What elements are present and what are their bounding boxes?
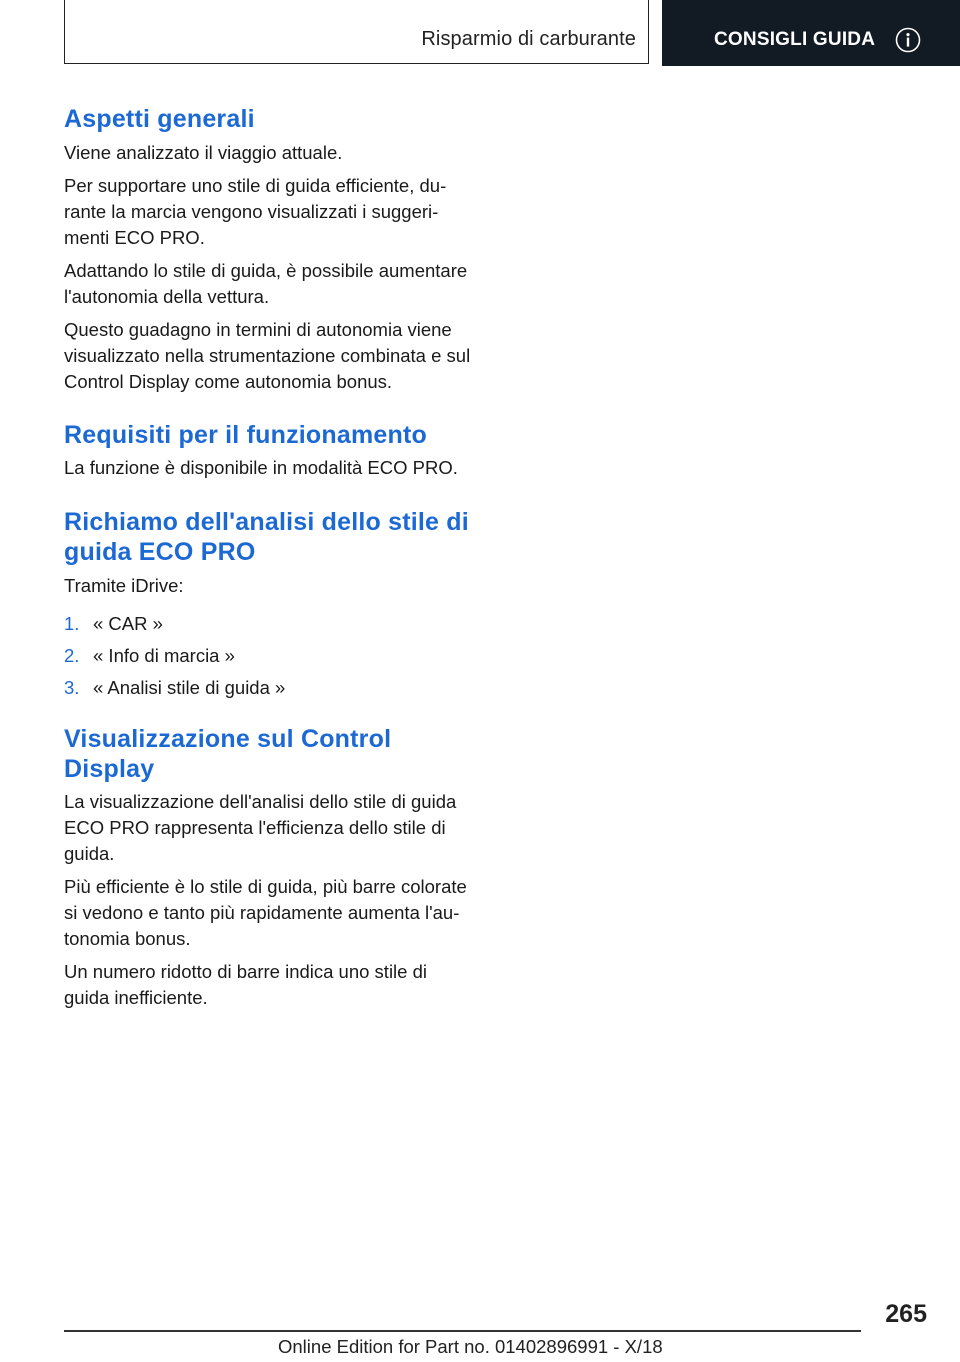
header-chapter-box bbox=[662, 0, 960, 66]
list-item bbox=[64, 675, 482, 701]
paragraph: Questo guadagno in termini di autonomia viene visualizzato nella strumentazione combinata e sul Control Display come autonomia bonus. bbox=[64, 319, 471, 392]
header-section-box bbox=[64, 0, 649, 64]
step-number: 2. bbox=[64, 645, 80, 666]
step-text: « Analisi stile di guida » bbox=[93, 677, 286, 698]
paragraph: Tramite iDrive: bbox=[64, 575, 184, 596]
heading-richiamo-analisi: Richiamo dell'analisi dello stile di guida ECO PRO bbox=[64, 508, 469, 566]
heading-aspetti-generali: Aspetti generali bbox=[64, 105, 255, 133]
step-number: 3. bbox=[64, 677, 80, 698]
paragraph: Per supportare uno stile di guida efficiente, du- rante la marcia vengono visualizzati i suggeri- menti ECO PRO. bbox=[64, 175, 447, 248]
paragraph: La visualizzazione dell'analisi dello stile di guida ECO PRO rappresenta l'efficienza dello stile di guida. bbox=[64, 791, 457, 864]
heading-requisiti: Requisiti per il funzionamento bbox=[64, 421, 427, 449]
footer-edition: Online Edition for Part no. 01402896991 - X/18 bbox=[278, 1336, 663, 1357]
footer-divider bbox=[64, 1330, 861, 1332]
info-icon bbox=[895, 27, 921, 53]
step-number: 1. bbox=[64, 613, 80, 634]
page-number: 265 bbox=[885, 1300, 927, 1328]
header-section-title: Risparmio di carburante bbox=[421, 28, 636, 50]
step-text: « Info di marcia » bbox=[93, 645, 235, 666]
heading-visualizzazione: Visualizzazione sul Control Display bbox=[64, 725, 392, 783]
step-text: « CAR » bbox=[93, 613, 163, 634]
list-item bbox=[64, 611, 482, 637]
idrive-steps-list bbox=[64, 611, 482, 701]
main-content bbox=[64, 104, 482, 1011]
paragraph: Viene analizzato il viaggio attuale. bbox=[64, 142, 343, 163]
paragraph: Un numero ridotto di barre indica uno stile di guida inefficiente. bbox=[64, 961, 427, 1008]
list-item bbox=[64, 643, 482, 669]
paragraph: La funzione è disponibile in modalità ECO PRO. bbox=[64, 457, 458, 478]
paragraph: Adattando lo stile di guida, è possibile aumentare l'autonomia della vettura. bbox=[64, 260, 468, 307]
header-chapter-title: CONSIGLI GUIDA bbox=[714, 29, 876, 50]
paragraph: Più efficiente è lo stile di guida, più barre colorate si vedono e tanto più rapidamente aumenta l'au- tonomia bonus. bbox=[64, 876, 467, 949]
